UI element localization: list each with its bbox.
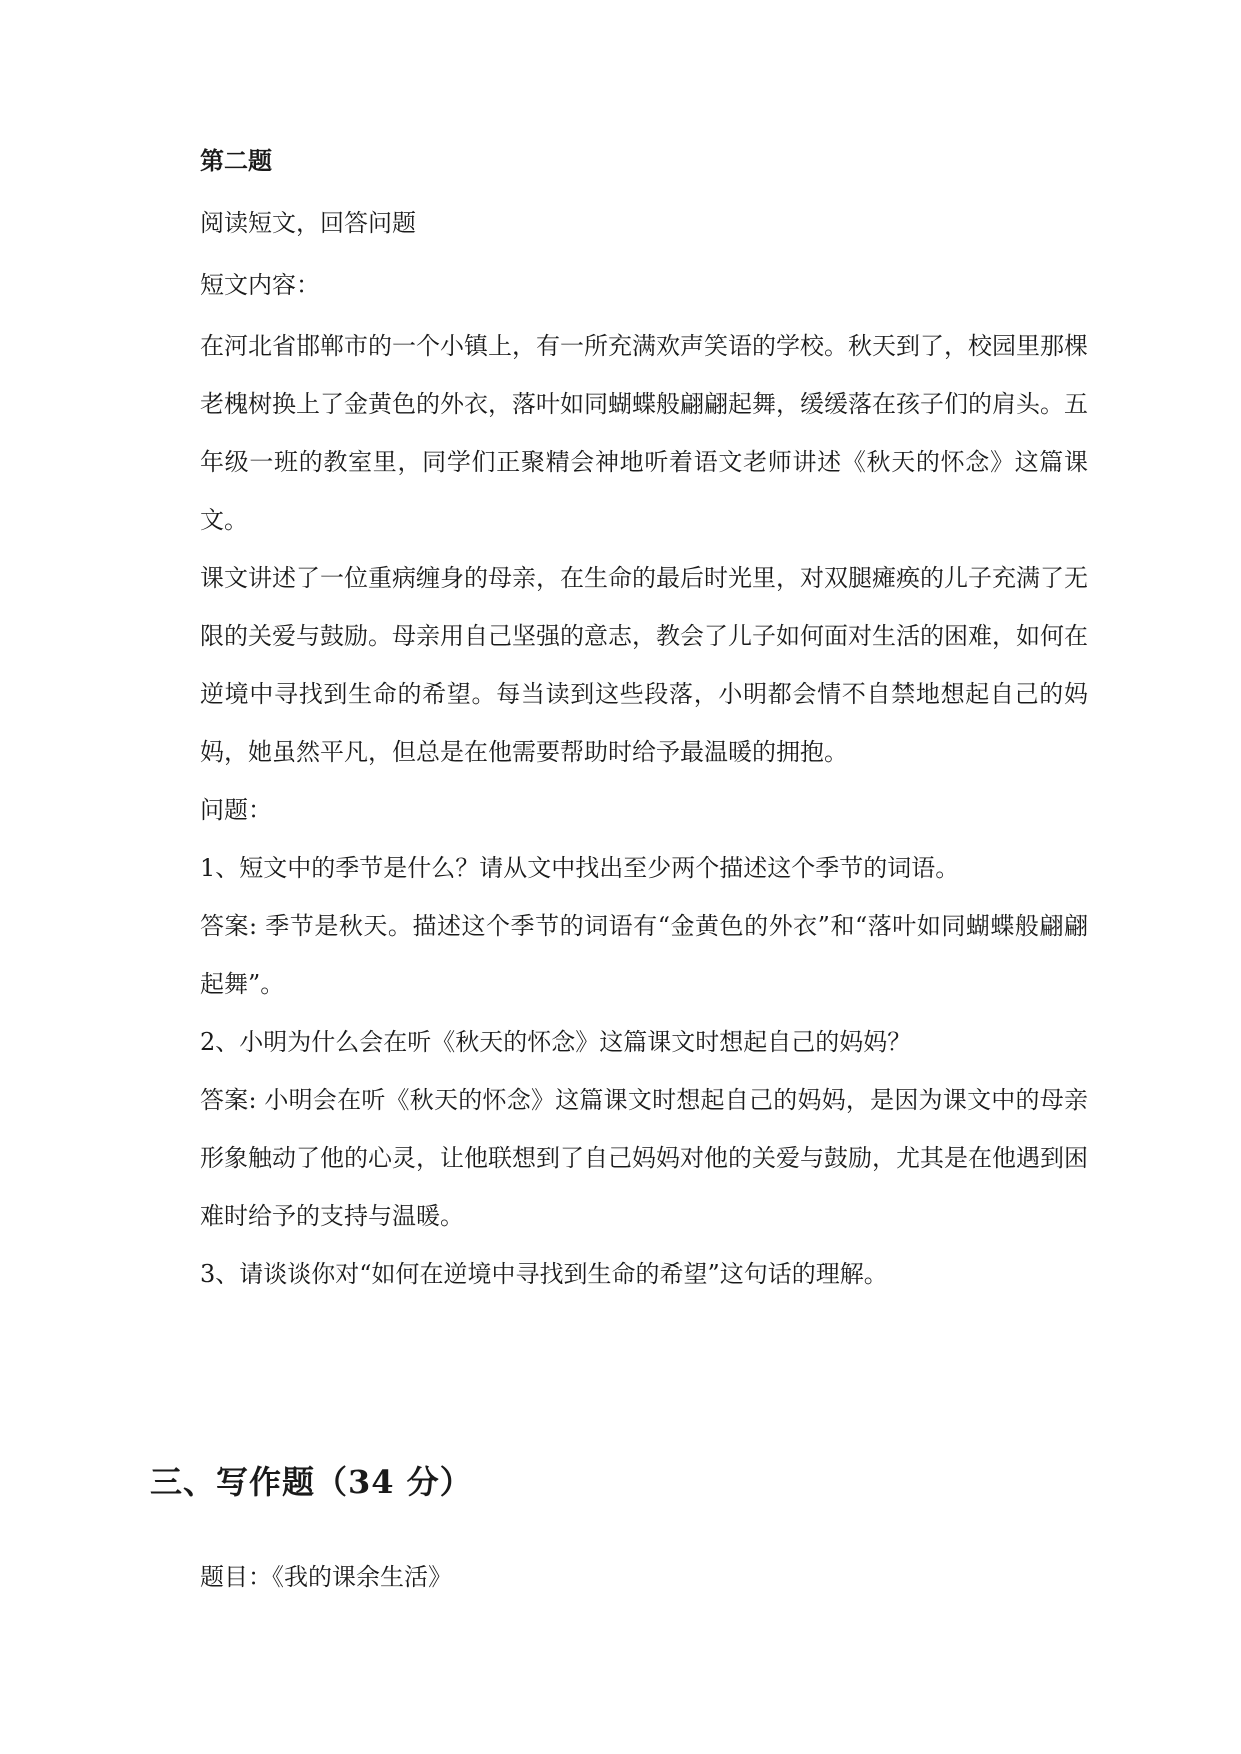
writing-topic: 题目：《我的课余生活》	[200, 1563, 452, 1591]
question-2: 2、小明为什么会在听《秋天的怀念》这篇课文时想起自己的妈妈？	[200, 1028, 912, 1056]
instruction-text: 阅读短文，回答问题	[200, 209, 416, 237]
question-1: 1、短文中的季节是什么？请从文中找出至少两个描述这个季节的词语。	[200, 854, 960, 882]
passage-label: 短文内容：	[200, 271, 320, 299]
writing-section-heading: 三、写作题（34 分）	[150, 1463, 473, 1501]
question-3: 3、请谈谈你对“如何在逆境中寻找到生命的希望”这句话的理解。	[200, 1260, 888, 1288]
section-two	[200, 146, 1088, 1303]
questions-label: 问题：	[200, 796, 272, 824]
passage-paragraph-1: 在河北省邯郸市的一个小镇上，有一所充满欢声笑语的学校。秋天到了，校园里那棵老槐树换上了金黄色的外衣，落叶如同蝴蝶般翩翩起舞，缓缓落在孩子们的肩头。五年级一班的教室里，同学们正聚精会神地听着语文老师讲述《秋天的怀念》这篇课文。	[200, 332, 1088, 534]
question-title: 第二题	[200, 146, 272, 175]
answer-1: 答案: 季节是秋天。描述这个季节的词语有“金黄色的外衣”和“落叶如同蝴蝶般翩翩起舞”。	[200, 912, 1088, 998]
passage-paragraph-2: 课文讲述了一位重病缠身的母亲，在生命的最后时光里，对双腿瘫痪的儿子充满了无限的关爱与鼓励。母亲用自己坚强的意志，教会了儿子如何面对生活的困难，如何在逆境中寻找到生命的希望。每当读到这些段落，小明都会情不自禁地想起自己的妈妈，她虽然平凡，但总是在他需要帮助时给予最温暖的拥抱。	[200, 564, 1088, 766]
answer-2: 答案: 小明会在听《秋天的怀念》这篇课文时想起自己的妈妈，是因为课文中的母亲形象触动了他的心灵，让他联想到了自己妈妈对他的关爱与鼓励，尤其是在他遇到困难时给予的支持与温暖。	[200, 1086, 1088, 1230]
